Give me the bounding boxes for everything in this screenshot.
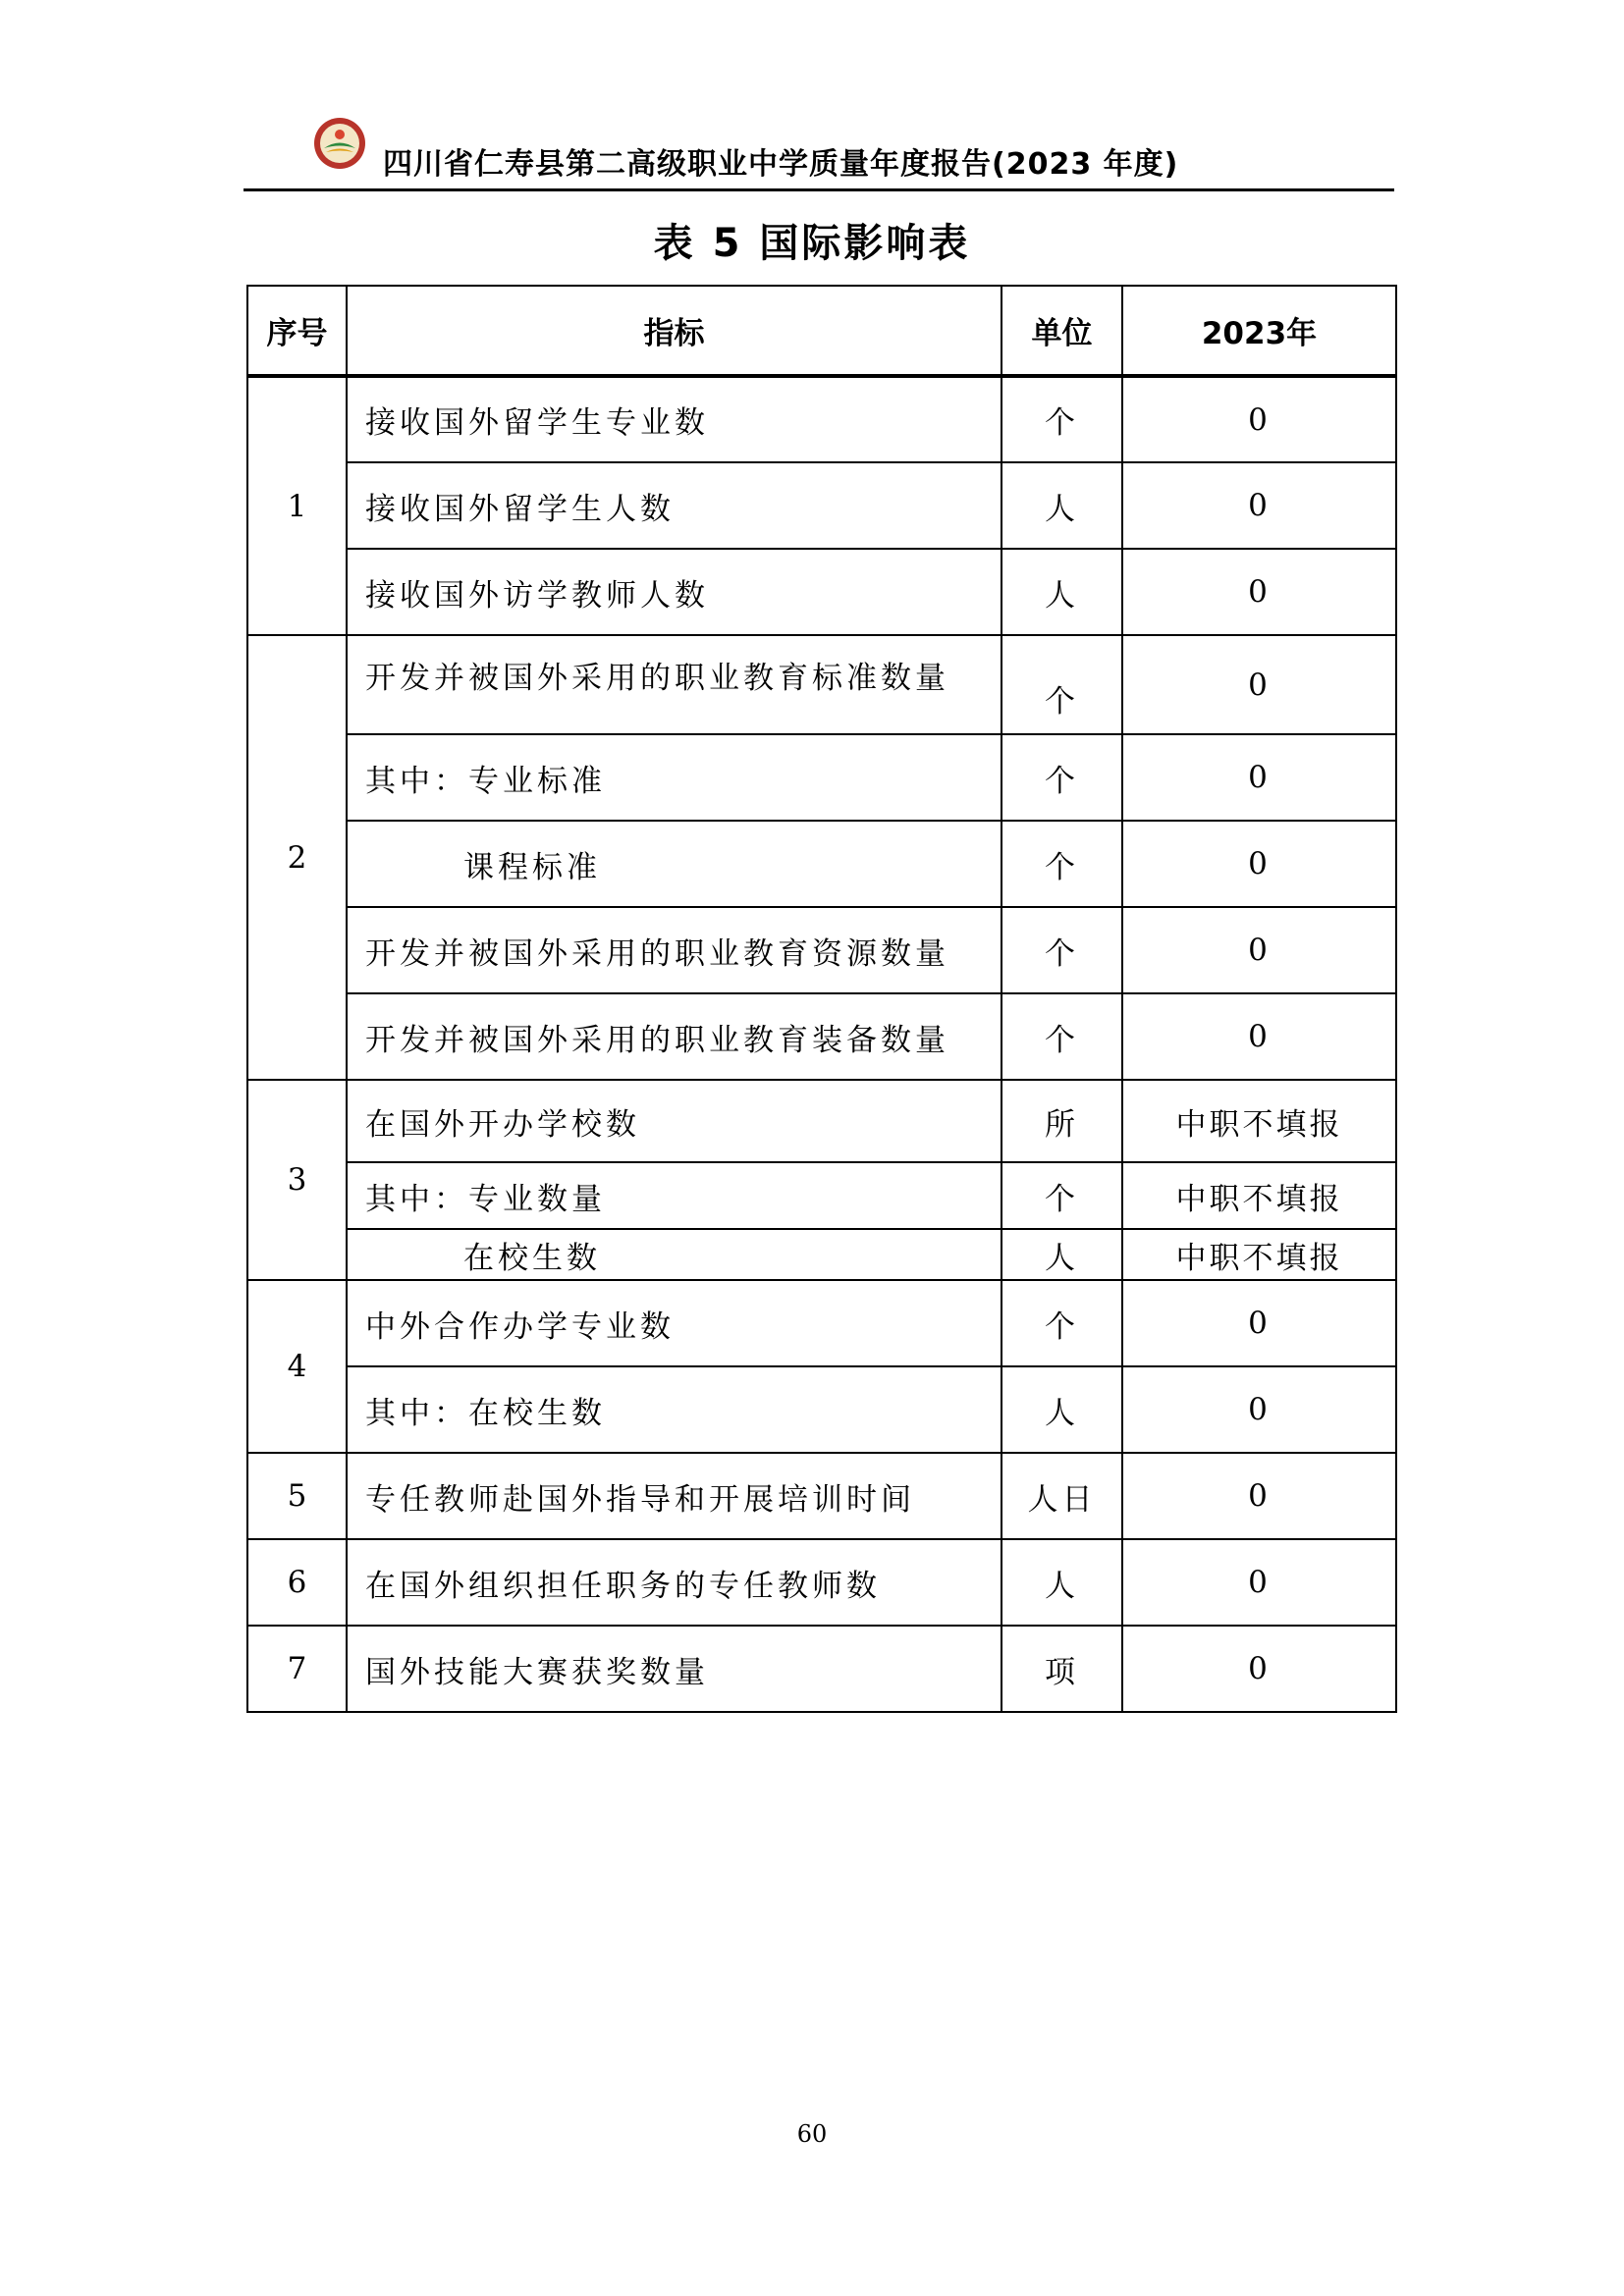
indicator-cell: 接收国外留学生专业数 <box>347 376 1001 462</box>
value-cell: 0 <box>1122 1280 1396 1366</box>
unit-cell: 人日 <box>1001 1453 1122 1539</box>
value-cell: 0 <box>1122 993 1396 1080</box>
value-cell: 0 <box>1122 1626 1396 1712</box>
international-influence-table <box>246 285 1397 1713</box>
table-row <box>247 1229 1396 1280</box>
table-row <box>247 821 1396 907</box>
unit-cell: 个 <box>1001 1162 1122 1229</box>
row-index: 4 <box>247 1280 347 1453</box>
unit-cell: 个 <box>1001 635 1122 734</box>
indicator-cell: 其中：专业标准 <box>347 734 1001 821</box>
column-header-unit: 单位 <box>1001 286 1122 376</box>
indicator-cell: 专任教师赴国外指导和开展培训时间 <box>347 1453 1001 1539</box>
table-row <box>247 907 1396 993</box>
unit-cell: 项 <box>1001 1626 1122 1712</box>
indicator-cell: 国外技能大赛获奖数量 <box>347 1626 1001 1712</box>
indicator-cell: 开发并被国外采用的职业教育装备数量 <box>347 993 1001 1080</box>
value-cell: 中职不填报 <box>1122 1229 1396 1280</box>
table-row <box>247 1280 1396 1366</box>
table-row <box>247 462 1396 549</box>
table-row <box>247 1366 1396 1453</box>
value-cell: 0 <box>1122 1366 1396 1453</box>
unit-cell: 个 <box>1001 993 1122 1080</box>
value-cell: 0 <box>1122 462 1396 549</box>
indicator-cell: 开发并被国外采用的职业教育标准数量 <box>347 635 1001 734</box>
indicator-cell: 接收国外访学教师人数 <box>347 549 1001 635</box>
unit-cell: 人 <box>1001 1366 1122 1453</box>
table-row <box>247 734 1396 821</box>
value-cell: 0 <box>1122 734 1396 821</box>
value-cell: 中职不填报 <box>1122 1080 1396 1162</box>
indicator-cell: 中外合作办学专业数 <box>347 1280 1001 1366</box>
indicator-cell: 在国外组织担任职务的专任教师数 <box>347 1539 1001 1626</box>
table-row <box>247 1539 1396 1626</box>
value-cell: 0 <box>1122 376 1396 462</box>
table-row <box>247 1080 1396 1162</box>
value-cell: 0 <box>1122 549 1396 635</box>
row-index: 5 <box>247 1453 347 1539</box>
table-body <box>247 376 1396 1712</box>
value-cell: 0 <box>1122 635 1396 734</box>
unit-cell: 个 <box>1001 821 1122 907</box>
indicator-cell: 在国外开办学校数 <box>347 1080 1001 1162</box>
document-title: 表 5 国际影响表 <box>653 221 971 266</box>
indicator-cell: 接收国外留学生人数 <box>347 462 1001 549</box>
unit-cell: 个 <box>1001 1280 1122 1366</box>
indicator-cell: 其中：在校生数 <box>347 1366 1001 1453</box>
value-cell: 0 <box>1122 821 1396 907</box>
row-index: 1 <box>247 376 347 635</box>
value-cell: 0 <box>1122 1453 1396 1539</box>
row-index: 7 <box>247 1626 347 1712</box>
row-index: 2 <box>247 635 347 1080</box>
table-row <box>247 1453 1396 1539</box>
table-row <box>247 549 1396 635</box>
school-emblem-icon <box>312 116 367 171</box>
table-header-row <box>247 286 1396 376</box>
table-row <box>247 635 1396 734</box>
unit-cell: 个 <box>1001 907 1122 993</box>
column-header-index: 序号 <box>247 286 347 376</box>
header-title: 四川省仁寿县第二高级职业中学质量年度报告(2023 年度) <box>383 147 1179 182</box>
value-cell: 0 <box>1122 907 1396 993</box>
indicator-cell: 其中：专业数量 <box>347 1162 1001 1229</box>
unit-cell: 人 <box>1001 462 1122 549</box>
indicator-cell: 开发并被国外采用的职业教育资源数量 <box>347 907 1001 993</box>
unit-cell: 个 <box>1001 376 1122 462</box>
row-index: 3 <box>247 1080 347 1280</box>
indicator-cell: 在校生数 <box>347 1229 1001 1280</box>
indicator-cell: 课程标准 <box>347 821 1001 907</box>
table-row <box>247 1162 1396 1229</box>
table-row <box>247 376 1396 462</box>
unit-cell: 个 <box>1001 734 1122 821</box>
value-cell: 0 <box>1122 1539 1396 1626</box>
row-index: 6 <box>247 1539 347 1626</box>
column-header-year: 2023年 <box>1122 286 1396 376</box>
unit-cell: 人 <box>1001 1229 1122 1280</box>
page-number: 60 <box>796 2120 828 2148</box>
column-header-indicator: 指标 <box>347 286 1001 376</box>
page-header <box>244 106 1394 191</box>
unit-cell: 人 <box>1001 549 1122 635</box>
value-cell: 中职不填报 <box>1122 1162 1396 1229</box>
table-row <box>247 993 1396 1080</box>
unit-cell: 所 <box>1001 1080 1122 1162</box>
unit-cell: 人 <box>1001 1539 1122 1626</box>
table-row <box>247 1626 1396 1712</box>
